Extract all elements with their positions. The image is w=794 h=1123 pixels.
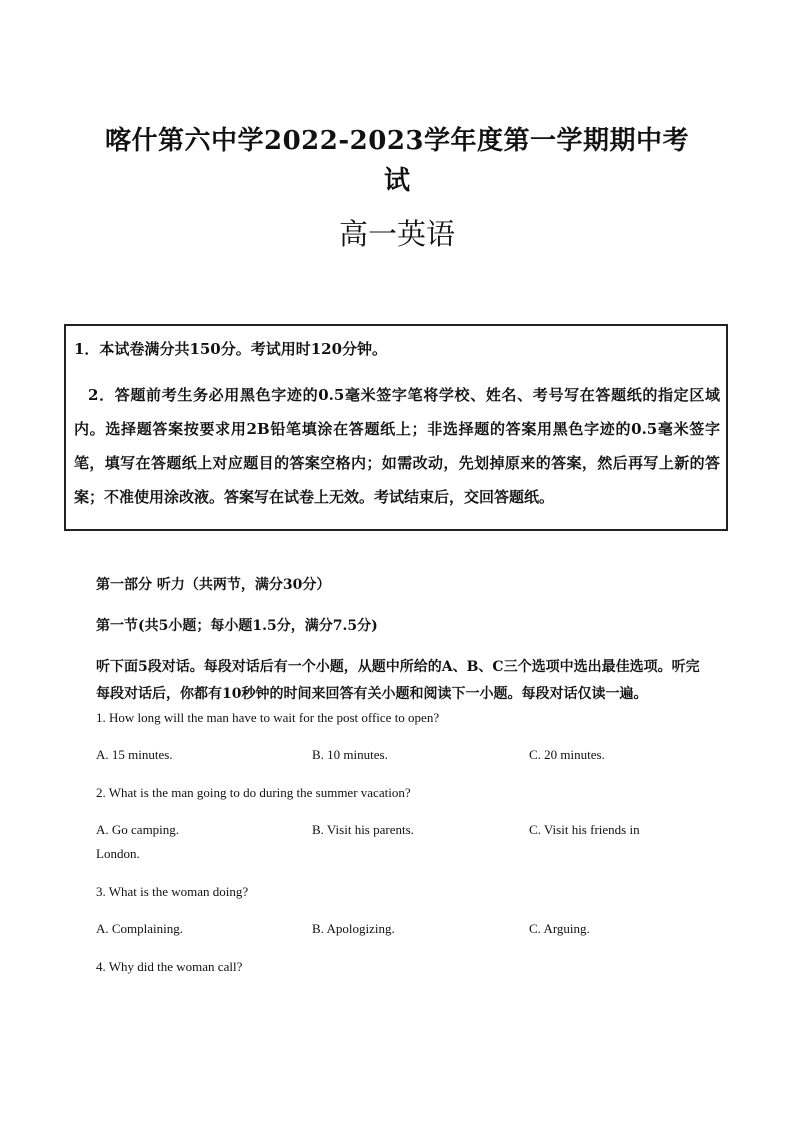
question-stem: 4. Why did the woman call? [96,959,243,974]
option-a: A. 15 minutes. [96,747,173,762]
option-b: B. Apologizing. [312,921,395,936]
section1-heading: 第一节(共5小题；每小题1.5分，满分7.5分) [96,618,378,634]
option-a: A. Complaining. [96,921,184,936]
option-a: A. Go camping. [96,822,180,837]
notice-item-2: 2．答题前考生务必用黑色字迹的0.5毫米签字笔将学校、姓名、考号写在答题纸的指定区域内。选择题答案按要求用2B铅笔填涂在答题纸上；非选择题的答案用黑色字迹的0.5毫米签字笔，填写在答题纸上对应题目的答案空格内；如需改动，先划掉原来的答案，然后再写上新的答案；不准使用涂改液。答案写在试卷上无效。考试结束后，交回答题纸。 [74,386,720,506]
option-c: C. 20 minutes. [529,747,605,762]
listening-instructions: 听下面5段对话。每段对话后有一个小题，从题中所给的A、B、C三个选项中选出最佳选项。听完每段对话后，你都有10秒钟的时间来回答有关小题和阅读下一小题。每段对话仅读一遍。 [96,659,700,702]
subject-title: 高一英语 [338,217,455,251]
option-b: B. 10 minutes. [312,747,388,762]
option-b: B. Visit his parents. [312,822,414,837]
part1-heading: 第一部分 听力（共两节，满分30分） [96,577,331,593]
question-stem: 1. How long will the man have to wait for the post office to open? [96,710,440,725]
option-c: C. Visit his friends in [529,822,640,837]
option-c-continued: London. [96,846,140,861]
notice-item-1: 1．本试卷满分共150分。考试用时120分钟。 [74,340,388,358]
notice-box [64,324,728,531]
question-stem: 3. What is the woman doing? [96,884,249,899]
exam-title-continued: 试 [383,166,410,196]
question-stem: 2. What is the man going to do during the summer vacation? [96,785,411,800]
exam-title: 喀什第六中学2022-2023学年度第一学期期中考 [104,126,690,156]
option-c: C. Arguing. [529,921,590,936]
